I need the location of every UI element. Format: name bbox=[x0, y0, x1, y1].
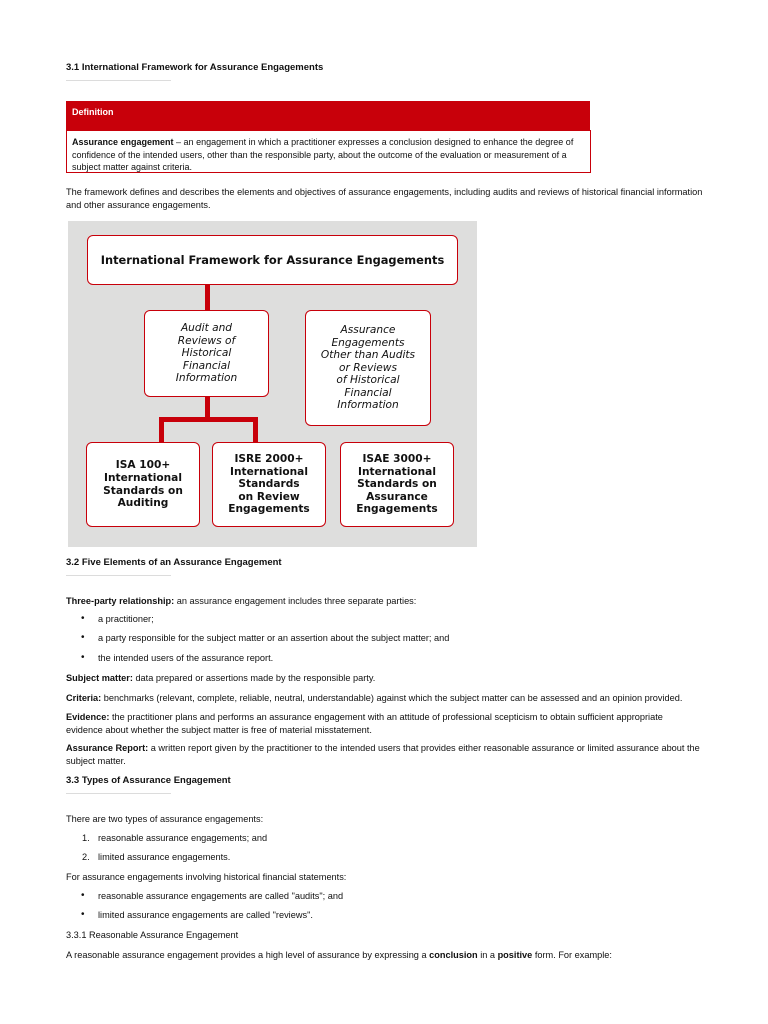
box-line: of Historical bbox=[336, 374, 400, 387]
box-line: Historical bbox=[181, 347, 232, 360]
box-line: on Review bbox=[238, 490, 300, 503]
diagram-title-box bbox=[87, 235, 458, 285]
subsection-heading-3-3-1: 3.3.1 Reasonable Assurance Engagement bbox=[66, 930, 239, 940]
list-item bbox=[66, 852, 267, 871]
box-line: Standards bbox=[238, 478, 300, 491]
box-line: Audit and bbox=[180, 322, 233, 335]
types-list bbox=[66, 833, 267, 872]
paragraph-text: A reasonable assurance engagement provides a high level of assurance by expressing a bbox=[66, 950, 430, 960]
term-label: Assurance Report: bbox=[66, 743, 149, 753]
paragraph-text: form. For example: bbox=[532, 950, 612, 960]
section-heading-3-1: 3.1 International Framework for Assurance Engagements bbox=[66, 62, 324, 73]
definition-text-line: confidence of the intended users, other than the responsible party, about the outcome of the evaluation or measurement of a bbox=[72, 149, 567, 160]
box-line: Standards on bbox=[357, 478, 437, 491]
definition-term: Assurance engagement bbox=[72, 137, 174, 147]
other-assurance-box bbox=[305, 310, 431, 426]
list-item: • reasonable assurance engagements are called "audits"; and bbox=[66, 891, 343, 910]
box-line: Financial bbox=[344, 386, 392, 399]
connector-line bbox=[159, 417, 164, 442]
emphasis-text: positive bbox=[497, 950, 533, 960]
box-line: ISRE 2000+ bbox=[234, 453, 304, 466]
box-line: Information bbox=[337, 399, 399, 412]
definition-text-line: subject matter against criteria. bbox=[72, 162, 193, 173]
evidence-paragraph bbox=[66, 711, 726, 736]
box-line: or Reviews bbox=[338, 361, 397, 374]
connector-line bbox=[159, 417, 256, 422]
isa-box bbox=[86, 442, 200, 527]
hfs-intro: For assurance engagements involving historical financial statements: bbox=[66, 872, 347, 882]
box-line: International bbox=[230, 465, 308, 478]
framework-paragraph bbox=[66, 186, 716, 211]
connector-line bbox=[205, 284, 210, 312]
paragraph-text: in a bbox=[477, 950, 498, 960]
section-heading-3-3: 3.3 Types of Assurance Engagement bbox=[66, 775, 231, 786]
three-party-paragraph bbox=[66, 595, 416, 608]
audit-review-box bbox=[144, 310, 269, 397]
definition-text: – an engagement in which a practitioner expresses a conclusion designed to enhance the degree of bbox=[173, 137, 574, 147]
box-line: Engagements bbox=[228, 503, 310, 516]
term-text: benchmarks (relevant, complete, reliable, neutral, understandable) against which the subject matter can be assessed and an opinion provided. bbox=[101, 693, 683, 703]
term-text: evidence about whether the subject matter is free of material misstatement. bbox=[66, 724, 372, 735]
list-number: 1. bbox=[82, 833, 90, 843]
definition-header: Definition bbox=[66, 101, 590, 130]
box-line: Engagements bbox=[331, 336, 405, 349]
box-line: Engagements bbox=[356, 503, 438, 516]
types-intro: There are two types of assurance engagements: bbox=[66, 814, 264, 824]
list-item: • the intended users of the assurance report. bbox=[66, 653, 449, 672]
box-line: Standards on bbox=[103, 484, 183, 497]
term-label: Evidence: bbox=[66, 712, 110, 722]
connector-line bbox=[205, 397, 210, 419]
diagram-title: International Framework for Assurance Engagements bbox=[100, 253, 445, 267]
term-text: an assurance engagement includes three separate parties: bbox=[174, 596, 417, 606]
term-label: Three-party relationship: bbox=[66, 596, 175, 606]
term-text: subject matter. bbox=[66, 755, 126, 766]
emphasis-text: conclusion bbox=[429, 950, 478, 960]
definition-body bbox=[66, 130, 591, 173]
reasonable-assurance-paragraph bbox=[66, 949, 612, 962]
heading-underline bbox=[66, 575, 171, 576]
term-text: a written report given by the practitioner to the intended users that provides either reasonable assurance or limited assurance about the bbox=[148, 743, 700, 753]
term-label: Subject matter: bbox=[66, 673, 133, 683]
box-line: Financial bbox=[182, 359, 231, 372]
list-item: • a practitioner; bbox=[66, 614, 449, 633]
box-line: Auditing bbox=[117, 497, 169, 510]
heading-underline bbox=[66, 80, 171, 81]
term-label: Criteria: bbox=[66, 693, 102, 703]
heading-underline bbox=[66, 793, 171, 794]
subject-matter-paragraph bbox=[66, 672, 375, 685]
framework-line: The framework defines and describes the elements and objectives of assurance engagements, including audits and reviews of historical financial information bbox=[66, 187, 703, 197]
term-text: the practitioner plans and performs an assurance engagement with an attitude of professional scepticism to obtain sufficient appropriate bbox=[109, 712, 663, 722]
list-item: • a party responsible for the subject matter or an assertion about the subject matter; and bbox=[66, 633, 449, 652]
isae-box bbox=[340, 442, 454, 527]
framework-line: and other assurance engagements. bbox=[66, 199, 211, 210]
box-line: ISA 100+ bbox=[115, 459, 171, 472]
list-text: limited assurance engagements. bbox=[98, 852, 231, 863]
box-line: Reviews of bbox=[177, 334, 236, 347]
section-heading-3-2: 3.2 Five Elements of an Assurance Engagement bbox=[66, 557, 282, 568]
framework-diagram bbox=[68, 221, 477, 547]
box-line: Information bbox=[175, 372, 238, 385]
list-number: 2. bbox=[82, 852, 90, 863]
isre-box bbox=[212, 442, 326, 527]
box-line: Assurance bbox=[366, 490, 428, 503]
box-line: ISAE 3000+ bbox=[362, 453, 432, 466]
assurance-report-paragraph bbox=[66, 742, 746, 767]
list-item bbox=[66, 833, 267, 852]
box-line: International bbox=[104, 471, 182, 484]
box-line: International bbox=[358, 465, 436, 478]
box-line: Other than Audits bbox=[320, 349, 416, 362]
term-text: data prepared or assertions made by the responsible party. bbox=[132, 673, 376, 683]
hfs-list bbox=[66, 891, 343, 930]
parties-list bbox=[66, 614, 449, 672]
connector-line bbox=[253, 417, 258, 442]
list-text: reasonable assurance engagements; and bbox=[98, 833, 268, 843]
criteria-paragraph bbox=[66, 692, 726, 705]
list-item: • limited assurance engagements are called "reviews". bbox=[66, 910, 343, 929]
box-line: Assurance bbox=[340, 323, 396, 336]
